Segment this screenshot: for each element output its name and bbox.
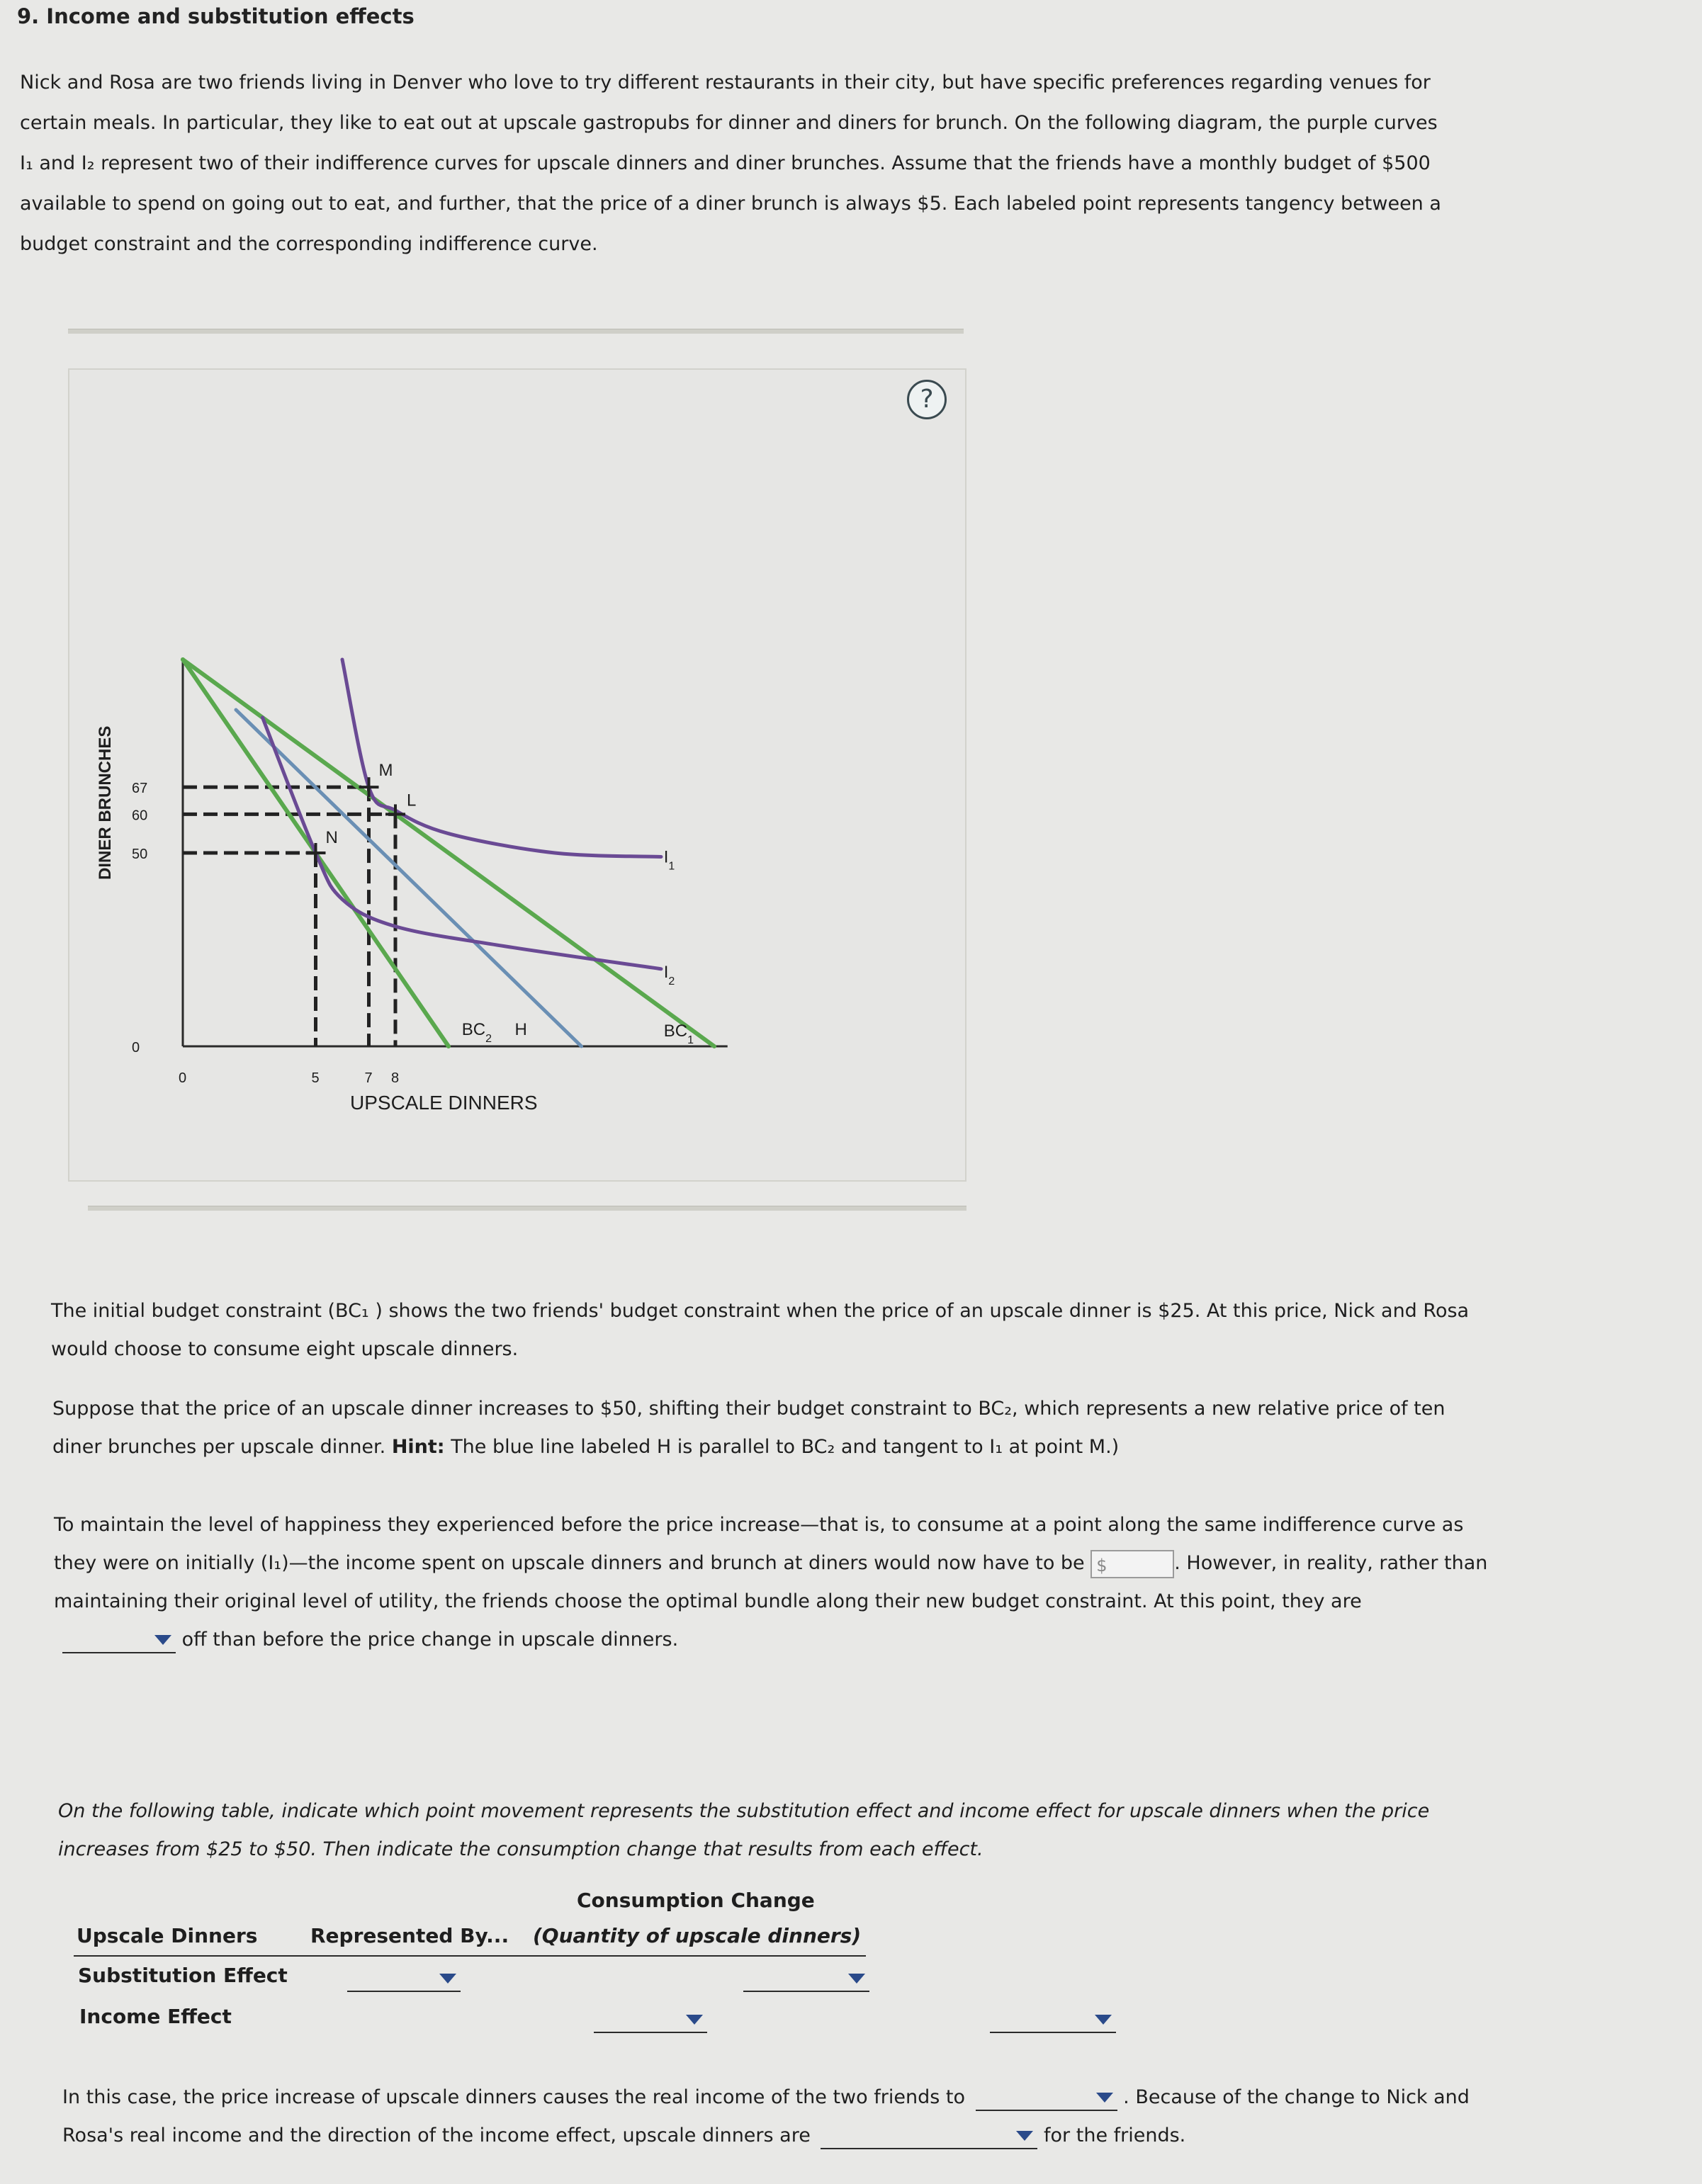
table-header-represented-by: Represented By...: [310, 1924, 509, 1947]
table-header-upscale-dinners: Upscale Dinners: [77, 1924, 258, 1947]
row-income-effect: Income Effect: [79, 2005, 232, 2028]
text-line: The initial budget constraint (BC₁ ) shows the two friends' budget constraint when the price of an upscale dinner is $25. At this price, Nick and Rosa: [51, 1300, 1470, 1322]
chevron-down-icon: [154, 1635, 171, 1645]
y-tick-label: 0: [132, 1040, 140, 1056]
paragraph-table-instructions: [58, 1792, 1617, 1869]
intro-line: certain meals. In particular, they like to eat out at upscale gastropubs for dinner and diners for brunch. On the following diagram, the purple curves: [20, 112, 1438, 134]
curve-label-bc1: $BC_1$: [663, 1022, 694, 1046]
text-line: increases from $25 to $50. Then indicate the consumption change that results from each effect.: [58, 1838, 984, 1860]
text-line: Suppose that the price of an upscale dinner increases to $50, shifting their budget constraint to BC₂, which represents a new relative price of ten: [52, 1398, 1445, 1420]
good-type-dropdown[interactable]: [821, 2124, 1037, 2149]
text-segment: Rosa's real income and the direction of the income effect, upscale dinners are: [62, 2124, 811, 2146]
x-tick-label: 7: [364, 1070, 373, 1086]
text-line: To maintain the level of happiness they experienced before the price increase—that is, to consume at a point along the same indifference curve as: [54, 1514, 1464, 1536]
income-change-dropdown[interactable]: [990, 2008, 1116, 2033]
text-segment: The blue line labeled H is parallel to BC₂ and tangent to I₁ at point M.): [444, 1436, 1120, 1458]
curve-label-i1: $I_1$: [663, 847, 675, 873]
y-tick-label: 67: [132, 781, 148, 797]
text-line: [54, 1621, 1627, 1659]
text-segment: diner brunches per upscale dinner.: [52, 1436, 392, 1458]
point-label-n: N: [325, 828, 338, 847]
row-substitution-effect: Substitution Effect: [78, 1964, 288, 1987]
income-represented-dropdown[interactable]: [594, 2008, 707, 2033]
paragraph-compensated-income: [54, 1506, 1627, 1659]
text-segment: for the friends.: [1044, 2124, 1186, 2146]
text-line: On the following table, indicate which point movement represents the substitution effect and income effect for upscale dinners when the price: [58, 1800, 1430, 1822]
intro-line: budget constraint and the corresponding indifference curve.: [20, 233, 598, 255]
curve-label-bc2: $BC_2$: [461, 1020, 492, 1045]
text-segment: they were on initially (I₁)—the income spent on upscale dinners and brunch at diners would now have to be: [54, 1552, 1085, 1574]
intro-line: Nick and Rosa are two friends living in Denver who love to try different restaurants in their city, but have specific preferences regarding venues for: [20, 72, 1431, 94]
text-line: maintaining their original level of utility, the friends choose the optimal bundle along their new budget constraint. At this point, they are: [54, 1590, 1362, 1612]
text-line: [52, 1428, 1611, 1466]
text-segment: In this case, the price increase of upscale dinners causes the real income of the two friends to: [62, 2086, 965, 2108]
footer-line-1: [62, 2078, 1470, 2117]
chevron-down-icon: [1096, 2093, 1113, 2103]
chevron-down-icon: [686, 2015, 703, 2025]
point-label-l: L: [407, 791, 417, 810]
x-tick-label: 0: [179, 1070, 187, 1086]
real-income-dropdown[interactable]: [976, 2086, 1117, 2111]
intro-line: available to spend on going out to eat, and further, that the price of a diner brunch is always $5. Each labeled point represents tangency between a: [20, 193, 1441, 215]
income-input[interactable]: $: [1090, 1550, 1174, 1578]
text-segment: . Because of the change to Nick and: [1123, 2086, 1470, 2108]
text-line: would choose to consume eight upscale dinners.: [51, 1338, 519, 1360]
chevron-down-icon: [1016, 2131, 1033, 2141]
y-axis-label: DINER BRUNCHES: [96, 725, 115, 880]
footer-line-2: [62, 2117, 1185, 2155]
substitution-represented-dropdown[interactable]: [347, 1967, 461, 1992]
x-axis-label: UPSCALE DINNERS: [350, 1092, 538, 1114]
point-label-h: H: [514, 1020, 527, 1039]
y-tick-label: 60: [132, 808, 148, 824]
paragraph-initial-budget: [51, 1292, 1610, 1369]
intro-line: I₁ and I₂ represent two of their indifference curves for upscale dinners and diner brunches. Assume that the friends have a monthly budget of $500: [20, 152, 1431, 174]
curve-label-i2: $I_2$: [663, 962, 675, 988]
chevron-down-icon: [439, 1974, 456, 1984]
indifference-diagram: [0, 0, 850, 1162]
question-title: 9. Income and substitution effects: [17, 4, 415, 28]
substitution-change-dropdown[interactable]: [743, 1967, 869, 1992]
paragraph-price-increase: [52, 1390, 1611, 1466]
table-header-quantity: (Quantity of upscale dinners): [533, 1924, 862, 1947]
help-icon[interactable]: ?: [907, 380, 947, 419]
text-line: [54, 1544, 1627, 1583]
x-tick-label: 5: [311, 1070, 320, 1086]
table-header-consumption-change: Consumption Change: [577, 1889, 815, 1912]
table-header-rule: [74, 1955, 866, 1957]
point-label-m: M: [378, 761, 393, 781]
hint-label: Hint:: [391, 1436, 445, 1458]
chevron-down-icon: [848, 1974, 865, 1984]
series-i1: [342, 660, 661, 856]
chevron-down-icon: [1095, 2015, 1112, 2025]
text-segment: . However, in reality, rather than: [1174, 1552, 1488, 1574]
series-h: [236, 710, 582, 1046]
y-tick-label: 50: [132, 847, 148, 862]
chart-bottom-rule: [88, 1206, 966, 1211]
text-segment: off than before the price change in upscale dinners.: [181, 1629, 679, 1651]
better-worse-dropdown[interactable]: [62, 1628, 176, 1653]
x-tick-label: 8: [391, 1070, 400, 1086]
